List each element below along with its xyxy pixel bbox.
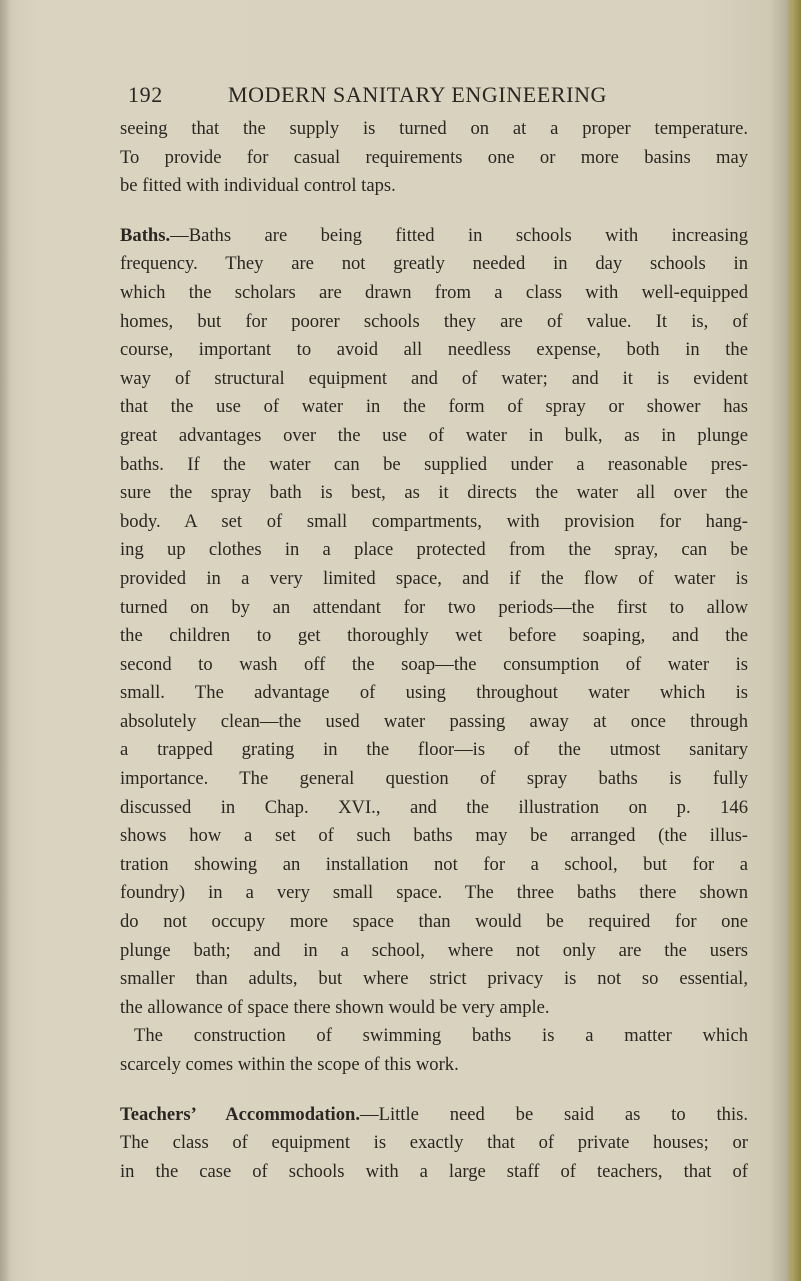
text-line: the children to get thoroughly wet before soaping, and the xyxy=(120,625,748,647)
text-line: scarcely comes within the scope of this work. xyxy=(120,1054,459,1075)
text-line: a trapped grating in the floor—is of the utmost sanitary xyxy=(120,739,748,761)
text-line: tration showing an installation not for a school, but for a xyxy=(120,853,748,875)
text-line: ing up clothes in a place protected from the spray, can be xyxy=(120,539,748,561)
text-line-rest: —Baths are being fitted in schools with increasing xyxy=(170,224,748,246)
text-line: seeing that the supply is turned on at a proper temperature. xyxy=(120,118,748,139)
running-title: MODERN SANITARY ENGINEERING xyxy=(228,82,608,107)
text-line: sure the spray bath is best, as it directs the water all over the xyxy=(120,482,748,504)
paragraph-gap xyxy=(120,201,748,222)
text-line: which the scholars are drawn from a class with well-equipped xyxy=(120,281,748,303)
text-line: absolutely clean—the used water passing away at once through xyxy=(120,710,748,732)
text-line: provided in a very limited space, and if the flow of water is xyxy=(120,567,748,589)
text-line: smaller than adults, but where strict privacy is not so essential, xyxy=(120,968,748,990)
text-line: plunge bath; and in a school, where not only are the users xyxy=(120,939,748,961)
text-line: baths. If the water can be supplied under a reasonable pres- xyxy=(120,453,748,475)
text-line: small. The advantage of using throughout water which is xyxy=(120,682,748,704)
text-line: importance. The general question of spray baths is fully xyxy=(120,768,748,790)
page-edge-stain xyxy=(787,0,801,1281)
text-line: discussed in Chap. XVI., and the illustration on p. 146 xyxy=(120,796,748,818)
text-line: frequency. They are not greatly needed in day schools in xyxy=(120,253,748,275)
section-lead-baths: Baths. xyxy=(120,224,171,246)
text-line: foundry) in a very small space. The three baths there shown xyxy=(120,882,748,904)
page-number: 192 xyxy=(128,82,163,107)
text-line: The construction of swimming baths is a matter which xyxy=(134,1025,748,1047)
text-line: do not occupy more space than would be required for one xyxy=(120,911,748,933)
text-line: body. A set of small compartments, with provision for hang- xyxy=(120,510,748,532)
text-line: shows how a set of such baths may be arranged (the illus- xyxy=(120,825,748,847)
text-line: the allowance of space there shown would be very ample. xyxy=(120,996,550,1018)
text-line: homes, but for poorer schools they are of value. It is, of xyxy=(120,310,748,332)
text-line: that the use of water in the form of spray or shower has xyxy=(120,396,748,418)
text-line xyxy=(120,1101,748,1130)
text-line: in the case of schools with a large staff of teachers, that of xyxy=(120,1160,748,1182)
text-line: be fitted with individual control taps. xyxy=(120,175,396,197)
paragraph-gap xyxy=(120,1080,748,1101)
body-text xyxy=(120,115,748,1186)
text-line: To provide for casual requirements one or more basins may xyxy=(120,146,748,168)
text-line: way of structural equipment and of water; and it is evident xyxy=(120,367,748,389)
section-lead-teachers: Teachers’ Accommodation. xyxy=(120,1103,360,1125)
text-line: turned on by an attendant for two periods—the first to allow xyxy=(120,596,748,618)
text-line: course, important to avoid all needless expense, both in the xyxy=(120,339,748,361)
text-line-rest: —Little need be said as to this. xyxy=(360,1103,748,1125)
page-gutter-shadow xyxy=(0,0,10,1281)
page-header xyxy=(128,82,748,112)
text-line: second to wash off the soap—the consumption of water is xyxy=(120,653,748,675)
text-line: The class of equipment is exactly that of private houses; or xyxy=(120,1132,748,1154)
text-line xyxy=(120,222,748,251)
text-line: great advantages over the use of water in bulk, as in plunge xyxy=(120,424,748,446)
